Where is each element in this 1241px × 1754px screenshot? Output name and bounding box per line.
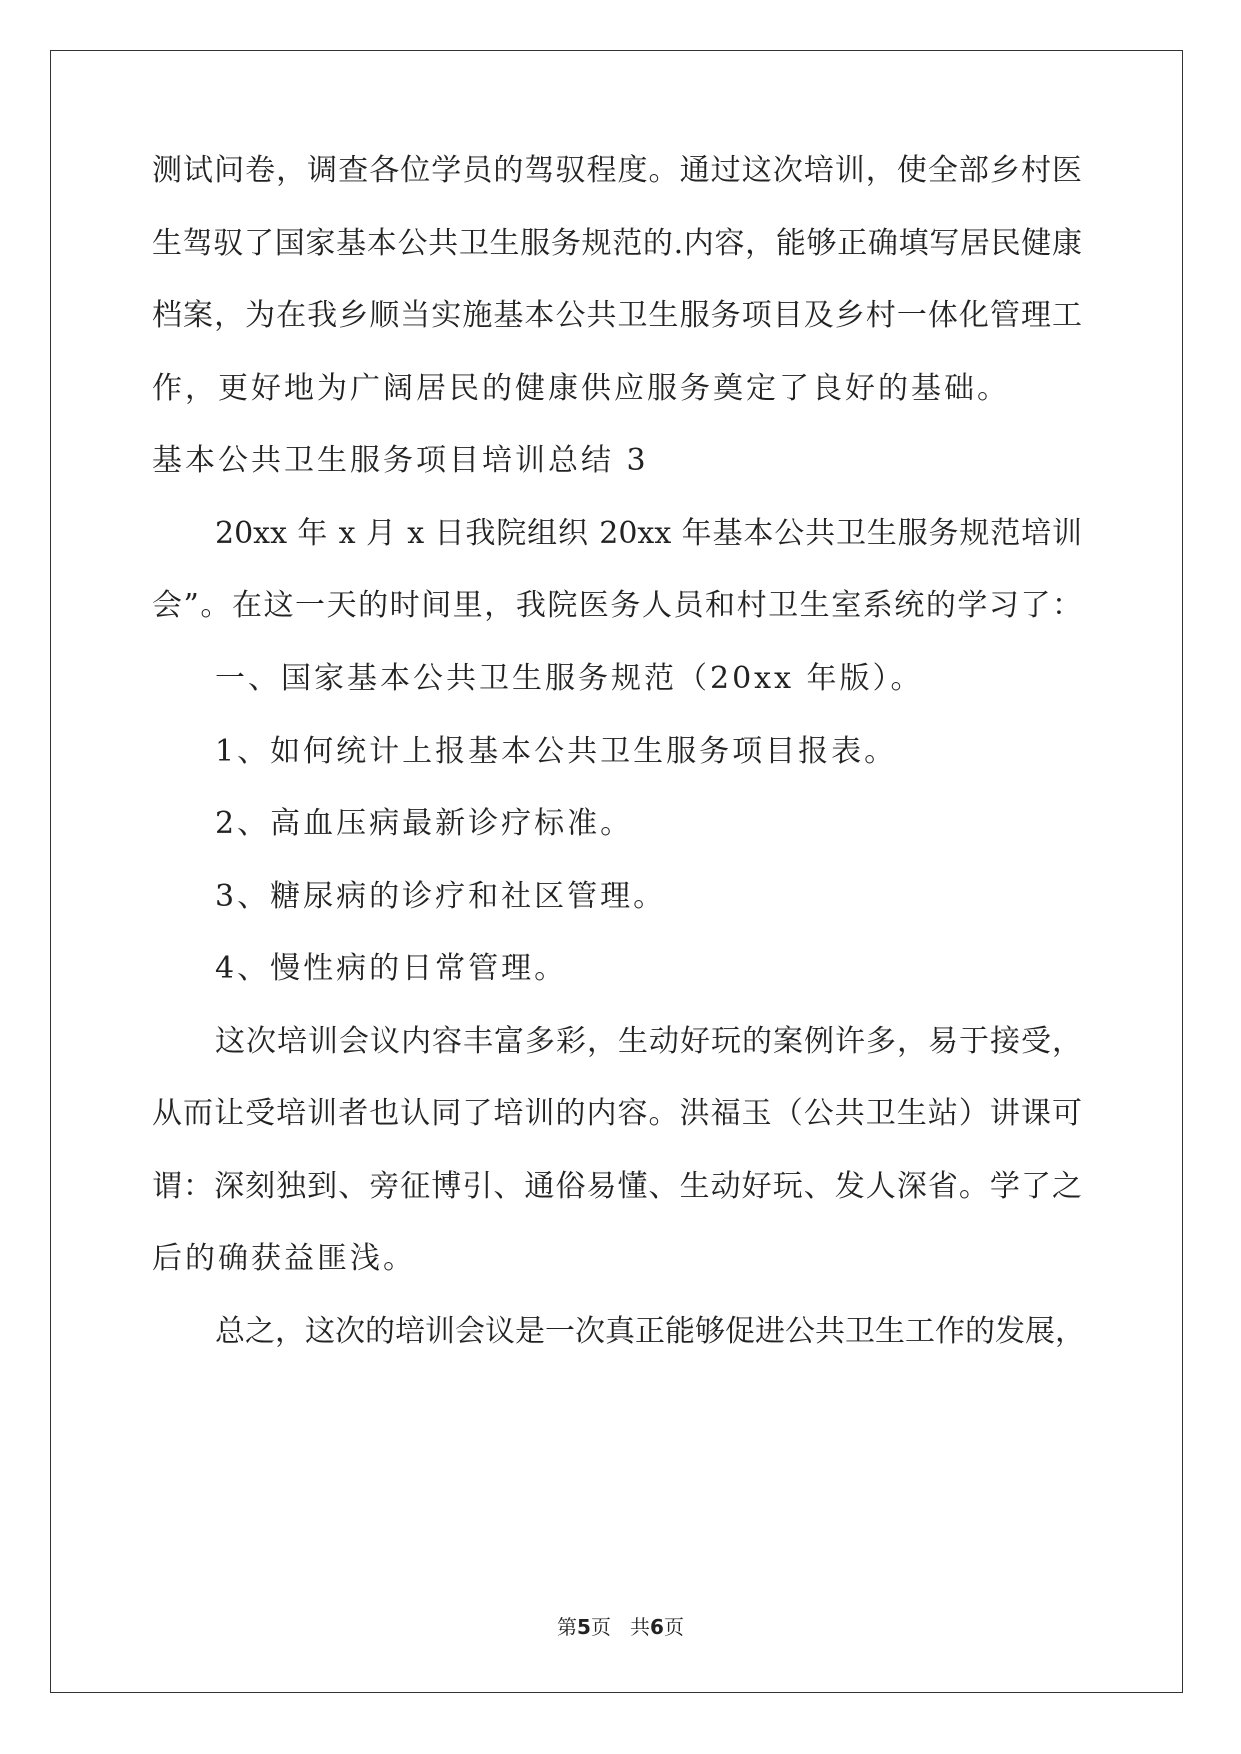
paragraph-1-line-4: 作，更好地为广阔居民的健康供应服务奠定了良好的基础。 <box>152 371 1010 406</box>
footer-page-label: 页 <box>590 1615 611 1639</box>
paragraph-1-line-3: 档案，为在我乡顺当实施基本公共卫生服务项目及乡村一体化管理工 <box>152 298 1082 333</box>
paragraph-3-line-3: 谓：深刻独到、旁征博引、通俗易懂、生动好玩、发人深省。学了之 <box>152 1169 1082 1204</box>
paragraph-3-line-4: 后的确获益匪浅。 <box>152 1241 416 1276</box>
footer-prefix: 第 <box>557 1615 578 1639</box>
paragraph-3-line-2: 从而让受培训者也认同了培训的内容。洪福玉（公共卫生站）讲课可 <box>152 1096 1082 1131</box>
page-footer <box>0 1614 1241 1640</box>
footer-current-page: 5 <box>577 1615 591 1639</box>
paragraph-1-line-2: 生驾驭了国家基本公共卫生服务规范的.内容，能够正确填写居民健康 <box>152 226 1082 261</box>
list-item-4: 4、慢性病的日常管理。 <box>215 951 568 986</box>
footer-total-prefix: 共 <box>630 1615 651 1639</box>
paragraph-3-line-1: 这次培训会议内容丰富多彩，生动好玩的案例许多，易于接受， <box>215 1024 1082 1059</box>
paragraph-4-line-1: 总之，这次的培训会议是一次真正能够促进公共卫生工作的发展， <box>215 1314 1085 1349</box>
list-item-national-spec: 一、国家基本公共卫生服务规范（20xx 年版）。 <box>215 661 924 696</box>
paragraph-2-line-1: 20xx 年 x 月 x 日我院组织 20xx 年基本公共卫生服务规范培训 <box>215 516 1082 551</box>
paragraph-2-line-2: 会”。在这一天的时间里，我院医务人员和村卫生室系统的学习了： <box>152 588 1082 623</box>
paragraph-1-line-1: 测试问卷，调查各位学员的驾驭程度。通过这次培训，使全部乡村医 <box>152 153 1082 188</box>
section-heading: 基本公共卫生服务项目培训总结 3 <box>152 443 649 478</box>
list-item-2: 2、高血压病最新诊疗标准。 <box>215 806 634 841</box>
footer-total-label: 页 <box>663 1615 684 1639</box>
list-item-3: 3、糖尿病的诊疗和社区管理。 <box>215 879 667 914</box>
footer-total-pages: 6 <box>650 1615 664 1639</box>
list-item-1: 1、如何统计上报基本公共卫生服务项目报表。 <box>215 734 898 769</box>
